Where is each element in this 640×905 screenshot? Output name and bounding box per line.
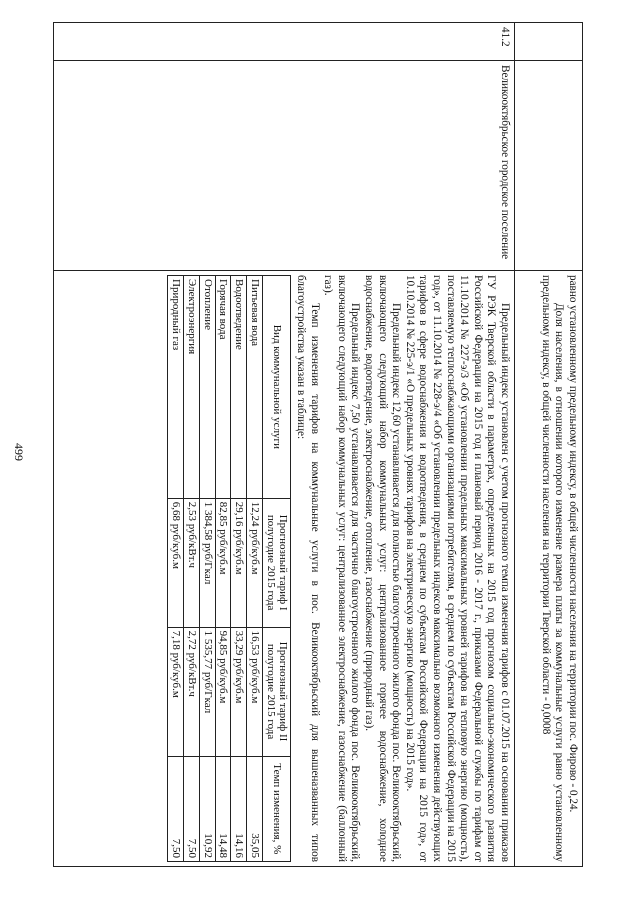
- header-tariff-h2: Прогнозный тариф II полугодие 2015 года: [262, 627, 291, 756]
- service-name: Горячая вода: [215, 276, 231, 499]
- header-change: Темп изменения, %: [262, 756, 291, 862]
- change-percent: 35,05: [247, 756, 263, 862]
- tariff-h2: 1 535,77 руб/Гкал: [199, 627, 215, 756]
- table-row: [199, 276, 215, 862]
- tariff-h2: 33,29 руб/куб.м: [231, 627, 247, 756]
- change-percent: 7,50: [168, 756, 184, 862]
- change-percent: 10,92: [199, 756, 215, 862]
- paragraph-3: Предельный индекс 7,50 устанавливается для частично благоустроенного жилого фонда пос. Великооктябрьский, включающего следующий набор коммунальных услуг: централизованное электроснабжение, газоснабжение (баллонный газ).: [322, 275, 362, 862]
- tariff-h2: 2,72 руб/кВт.ч: [183, 627, 199, 756]
- service-name: Природный газ: [168, 276, 184, 499]
- tariff-h2: 16,53 руб/куб.м: [247, 627, 263, 756]
- tariff-h1: 2,53 руб/кВт.ч: [183, 498, 199, 627]
- paragraph-4: Темп изменения тарифов на коммунальные услуги в пос. Великооктябрьский для вышеназванных типов благоустройства указан в таблице:: [295, 275, 321, 862]
- change-percent: 14,48: [215, 756, 231, 862]
- top-empty-name: [515, 61, 583, 271]
- top-continuation-text: [515, 271, 583, 867]
- row-number: 41.2: [54, 23, 515, 61]
- settlement-name: Великооктябрьское городское поселение: [54, 61, 515, 271]
- change-percent: 7,50: [183, 756, 199, 862]
- tariff-h1: 1 384,58 руб/Гкал: [199, 498, 215, 627]
- tariff-h1: 6,68 руб/куб.м: [168, 498, 184, 627]
- table-row: [183, 276, 199, 862]
- table-row: [215, 276, 231, 862]
- service-name: Отопление: [199, 276, 215, 499]
- service-name: Питьевая вода: [247, 276, 263, 499]
- header-service: Вид коммунальной услуги: [262, 276, 291, 499]
- tariff-table: [167, 275, 291, 862]
- paragraph-1: Предельный индекс установлен с учетом прогнозного темпа изменения тарифов с 01.07.2015 на основании приказов ГУ РЭК Тверской области в параметрах, определенных на 2015 год прогнозом социально-экономического развития Российской Федерации на 2015 год и плановый период 2016 - 2017 г., приказами Федеральной службы по тарифам от 11.10.2014 № 227-э/3 «Об установлении предельных максимальных уровней тарифов на тепловую энергию (мощность), поставляемую теплоснабжающими организациями потребителям, в среднем по субъектам Российской Федерации на 2015 год», от 11.10.2014 № 228-э/4 «Об установлении предельных индексов максимально возможного изменения действующих тарифов в сфере водоснабжения и водоотведения, в среднем по субъектам Российской Федерации на 2015 год», от 10.10.2014 № 225-э/1 «О предельных уровнях тарифов на электрическую энергию (мощность) на 2015 год».: [403, 275, 511, 862]
- tariff-h2: 7,18 руб/куб.м: [168, 627, 184, 756]
- tariff-h2: 94,85 руб/куб.м: [215, 627, 231, 756]
- header-tariff-h1: Прогнозный тариф I полугодие 2015 года: [262, 498, 291, 627]
- page-number: 499: [12, 443, 26, 461]
- table-row: [168, 276, 184, 862]
- main-table: [53, 22, 583, 867]
- paragraph-2: Предельный индекс 12,60 устанавливается для полностью благоустроенного жилого фонда пос. Великооктябрьский, включающего следующий набор коммунальных услуг: централизованное горячее водоснабжение, холодное водоснабжение, водоотведение, электроснабжение, отопление, газоснабжение (природный газ).: [363, 275, 403, 862]
- rotated-page: [53, 22, 583, 867]
- row-description: [54, 271, 515, 867]
- tariff-h1: 82,85 руб/куб.м: [215, 498, 231, 627]
- tariff-h1: 12,24 руб/куб.м: [247, 498, 263, 627]
- top-empty-number: [515, 23, 583, 61]
- change-percent: 14,16: [231, 756, 247, 862]
- service-name: Водоотведение: [231, 276, 247, 499]
- tariff-table-header: [262, 276, 291, 862]
- tariff-h1: 29,16 руб/куб.м: [231, 498, 247, 627]
- continuation-line-2: Доля населения, в отношении которого изменение размера платы за коммунальные услуги равно установленному предельному индексу, в общей численности населения на территории Тверской области - 0,0008: [539, 275, 566, 862]
- continuation-line-1: равно установленному предельному индексу, в общей численности населения на территории пос. Фирово - 0,24.: [567, 275, 579, 813]
- service-name: Электроэнергия: [183, 276, 199, 499]
- table-row: [247, 276, 263, 862]
- table-row: [231, 276, 247, 862]
